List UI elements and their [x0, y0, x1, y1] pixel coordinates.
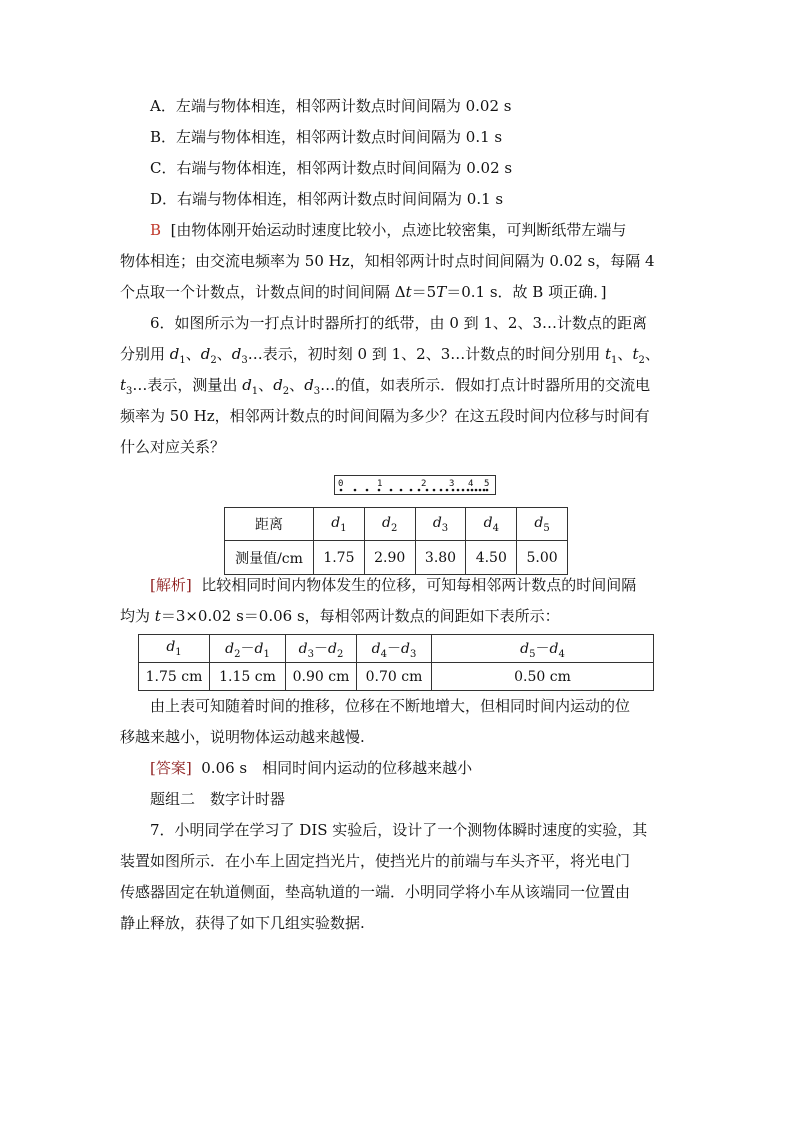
answer6: [答案] 0.06 s 相同时间内运动的位移越来越小 [150, 759, 473, 777]
q7-line4: 静止释放，获得了如下几组实验数据. [120, 914, 365, 932]
table2-cell: 0.90 cm [286, 663, 357, 691]
table2-cell: 0.50 cm [432, 663, 654, 691]
interval-table [138, 634, 654, 691]
table1-cell: 1.75 [314, 541, 365, 575]
tape-label-3: 3 [449, 479, 455, 489]
tape-label-5: 5 [484, 479, 490, 489]
q7-line1: 7．小明同学在学习了 DIS 实验后，设计了一个测物体瞬时速度的实验，其 [150, 821, 648, 839]
section-title: 题组二 数字计时器 [150, 790, 286, 808]
table1-header-d4: $d_4$ [466, 508, 517, 541]
tape-label-1: 1 [377, 479, 383, 489]
table1-cell: 5.00 [517, 541, 568, 575]
q6-line3: $t_3\dots$表示，测量出 $d_1$、$d_2$、$d_3\dots$的值，如表所示．假如打点计时器所用的交流电 [120, 376, 651, 397]
answer6-tag: [答案] [150, 759, 192, 777]
analysis-line1: [解析] 比较相同时间内物体发生的位移，可知每相邻两计数点的时间间隔 [150, 576, 637, 594]
option-a: A．左端与物体相连，相邻两计数点时间间隔为 0.02 s [150, 97, 512, 115]
q6-line2: 分别用 $d_1$、$d_2$、$d_3\dots$表示，初时刻 0 到 1、2、3…计数点的时间分别用 $t_1$、$t_2$、 [120, 345, 660, 366]
option-b: B．左端与物体相连，相邻两计数点时间间隔为 0.1 s [150, 128, 503, 146]
answer5-line2: 物体相连；由交流电频率为 50 Hz，知相邻两计时点时间间隔为 0.02 s，每隔 4 [120, 252, 655, 270]
table2-cell: 0.70 cm [357, 663, 432, 691]
table1-header-label: 距离 [225, 508, 314, 541]
table2-header: $d_3-d_2$ [286, 635, 357, 663]
tape-dots [335, 476, 495, 494]
table1-cell: 3.80 [415, 541, 466, 575]
table2-header: $d_4-d_3$ [357, 635, 432, 663]
table2-header: $d_2-d_1$ [210, 635, 286, 663]
table2-cell: 1.15 cm [210, 663, 286, 691]
table2-header: $d_5-d_4$ [432, 635, 654, 663]
tape-label-2: 2 [421, 479, 427, 489]
table2-cell: 1.75 cm [139, 663, 210, 691]
table1-header-d1: $d_1$ [314, 508, 365, 541]
q7-line3: 传感器固定在轨道侧面，垫高轨道的一端．小明同学将小车从该端同一位置由 [120, 883, 631, 901]
q6-line4: 频率为 50 Hz，相邻两计数点的时间间隔为多少？在这五段时间内位移与时间有 [120, 407, 650, 425]
distance-table [224, 507, 568, 575]
q6-line5: 什么对应关系？ [120, 438, 226, 456]
tape-label-4: 4 [468, 479, 474, 489]
table1-row-label: 测量值/cm [225, 541, 314, 575]
table1-cell: 4.50 [466, 541, 517, 575]
conclusion-line1: 由上表可知随着时间的推移，位移在不断地增大，但相同时间内运动的位 [150, 697, 631, 715]
tape-label-0: 0 [338, 479, 344, 489]
table1-header-d5: $d_5$ [517, 508, 568, 541]
table1-cell: 2.90 [364, 541, 415, 575]
analysis-tag: [解析] [150, 576, 192, 594]
q7-line2: 装置如图所示．在小车上固定挡光片，使挡光片的前端与车头齐平，将光电门 [120, 852, 631, 870]
option-d: D．右端与物体相连，相邻两计数点时间间隔为 0.1 s [150, 190, 504, 208]
conclusion-line2: 移越来越小，说明物体运动越来越慢. [120, 728, 365, 746]
table2-header: $d_1$ [139, 635, 210, 663]
answer5-line3: 个点取一个计数点，计数点间的时间间隔 Δt＝5T＝0.1 s．故 B 项正确．] [120, 283, 607, 301]
answer5-letter: B [150, 221, 162, 239]
analysis-line2: 均为 t＝3×0.02 s＝0.06 s，每相邻两计数点的间距如下表所示： [120, 607, 560, 625]
answer5-line1: B [由物体刚开始运动时速度比较小，点迹比较密集，可判断纸带左端与 [150, 221, 627, 239]
q6-line1: 6．如图所示为一打点计时器所打的纸带，由 0 到 1、2、3…计数点的距离 [150, 314, 648, 332]
table1-header-d3: $d_3$ [415, 508, 466, 541]
table1-header-d2: $d_2$ [364, 508, 415, 541]
tape-points [340, 489, 489, 492]
paper-tape-figure [334, 475, 496, 495]
option-c: C．右端与物体相连，相邻两计数点时间间隔为 0.02 s [150, 159, 513, 177]
